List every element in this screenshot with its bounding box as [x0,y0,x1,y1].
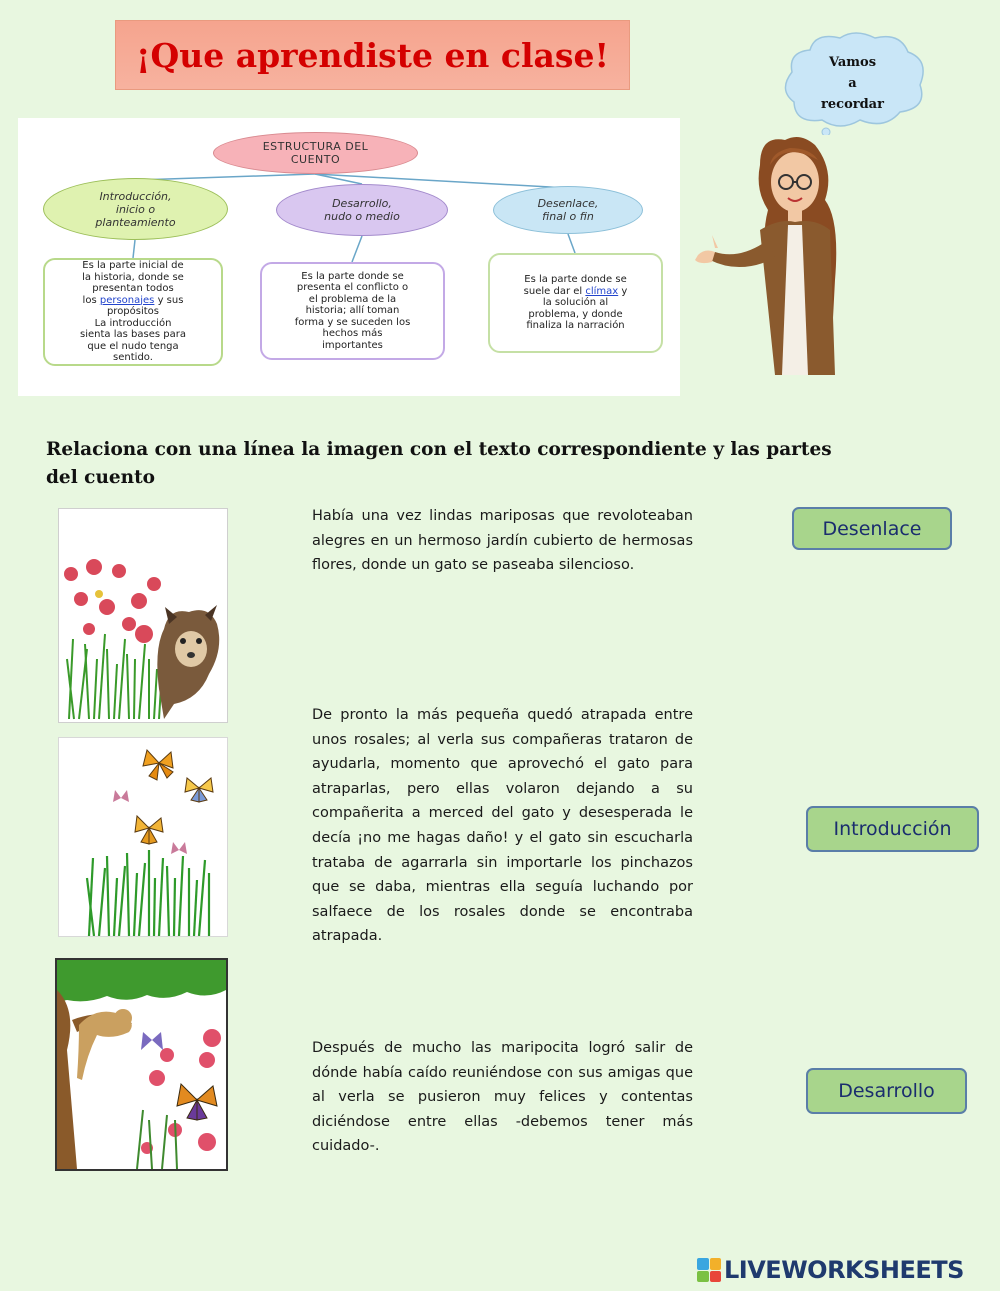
bubble-text: Vamos a recordar [821,55,884,112]
teacher-illustration [690,130,840,380]
brand-name: LIVEWORKSHEETS [724,1256,964,1284]
story-structure-diagram [18,118,680,396]
oval-desenlace: Desenlace, final o fin [493,186,643,234]
desc-desenlace: Es la parte donde se suele dar el clímax y la solución al problema, y donde finaliza la narración [488,253,663,353]
oval-introduccion: Introducción, inicio o planteamiento [43,178,228,240]
diagram-title-oval: ESTRUCTURA DEL CUENTO [213,132,418,174]
oval-desarrollo: Desarrollo, nudo o medio [276,184,448,236]
page-title: ¡Que aprendiste en clase! [135,35,609,75]
activity-instruction: Relaciona con una línea la imagen con el texto correspondiente y las partes del cuento [46,439,832,488]
image-cat-tree-butterflies[interactable] [55,958,228,1171]
story-text-1[interactable]: Había una vez lindas mariposas que revoloteaban alegres en un hermoso jardín cubierto de hermosas flores, donde un gato se paseaba silencioso. [312,508,693,574]
image-flowers-cat[interactable] [58,508,228,723]
desc-introduccion: Es la parte inicial de la historia, donde se presentan todos los personajes y sus propósitos La introducción sienta las bases para que el nudo tenga sentido. [43,258,223,366]
label-desarrollo[interactable]: Desarrollo [806,1068,967,1114]
liveworksheets-logo-icon [697,1258,721,1282]
label-desenlace[interactable]: Desenlace [792,507,952,550]
label-introduccion[interactable]: Introducción [806,806,979,852]
image-butterflies-grass[interactable] [58,737,228,937]
story-text-2[interactable]: De pronto la más pequeña quedó atrapada entre unos rosales; al verla sus compañeras trataron de ayudarla, momento que aprovechó el gato para atraparlas, pero ellas volaron dejando a su compañerita a merced del gato y desesperada le decía ¡no me hagas daño! y el gato sin escucharla trataba de agarrarla sin importarle los pinchazos que se daba, mientras ella seguía luchando por salfaece de los rosales donde se encontraba atrapada. [312,707,693,945]
desc-desarrollo: Es la parte donde se presenta el conflicto o el problema de la historia; allí toman forma y se suceden los hechos más importantes [260,262,445,360]
story-text-3[interactable]: Después de mucho las maripocita logró salir de dónde había caído reuniéndose con sus amigas que al verla se pusieron muy felices y contentas diciéndose entre ellas -debemos tener más cuidado-. [312,1040,693,1155]
title-banner [115,20,630,90]
liveworksheets-brand [697,1255,964,1285]
